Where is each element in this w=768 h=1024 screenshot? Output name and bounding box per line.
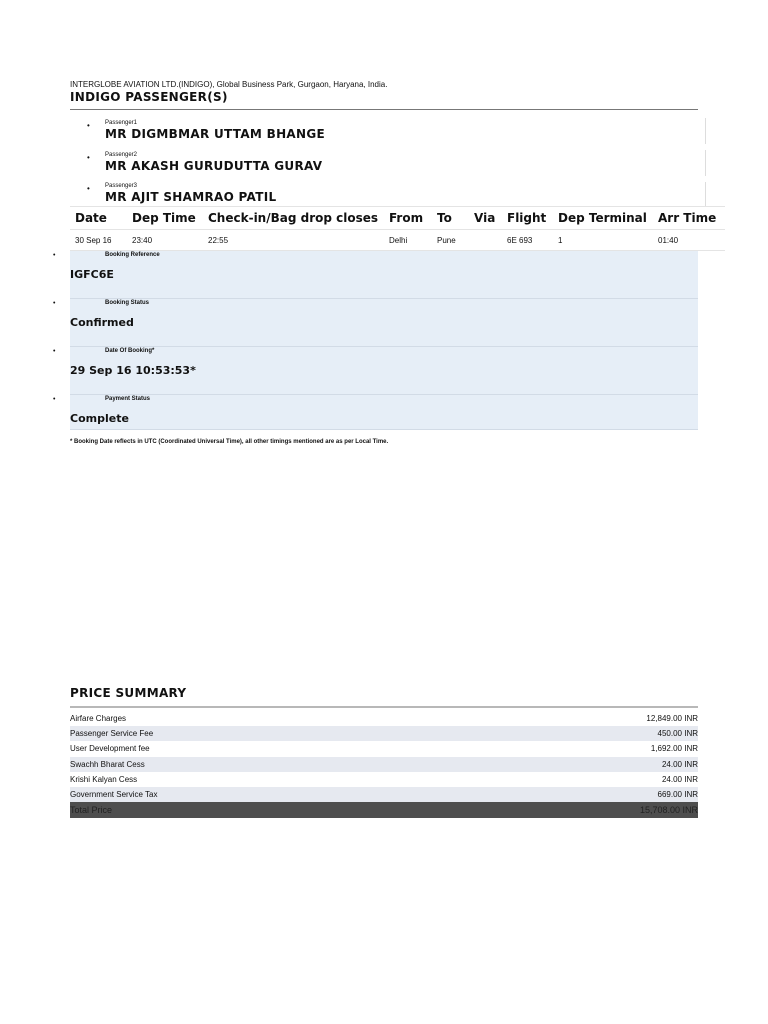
price-amount: 669.00 INR	[657, 790, 698, 799]
column-header-flight: Flight	[507, 211, 547, 225]
table-rule	[70, 206, 725, 207]
passenger-name: MR AKASH GURUDUTTA GURAV	[105, 159, 323, 173]
bullet: •	[53, 300, 56, 307]
bullet: •	[53, 396, 56, 403]
column-divider	[705, 150, 706, 176]
booking-reference-block	[70, 251, 698, 299]
passenger-label: Passenger2	[105, 152, 138, 158]
column-header-arr-time: Arr Time	[658, 211, 717, 225]
price-amount: 1,692.00 INR	[650, 744, 698, 753]
column-header-to: To	[437, 211, 452, 225]
price-row-passenger-service-fee	[70, 726, 698, 741]
passengers-heading: INDIGO PASSENGER(S)	[70, 90, 228, 104]
price-row-krishi-kalyan-cess	[70, 772, 698, 787]
price-amount: 24.00 INR	[661, 760, 698, 769]
cell-checkin: 22:55	[208, 236, 229, 245]
price-label: Krishi Kalyan Cess	[70, 775, 138, 784]
total-price-label: Total Price	[70, 805, 113, 815]
company-address: INTERGLOBE AVIATION LTD.(INDIGO), Global Business Park, Gurgaon, Haryana, India.	[70, 80, 388, 89]
price-label: Airfare Charges	[70, 714, 127, 723]
price-row-airfare	[70, 711, 698, 726]
total-price-row	[70, 802, 698, 818]
bullet: •	[53, 252, 56, 259]
booking-status-value: Confirmed	[70, 316, 134, 329]
booking-status-label: Booking Status	[105, 300, 150, 306]
price-amount: 450.00 INR	[657, 729, 698, 738]
bullet: •	[53, 348, 56, 355]
price-row-swachh-bharat-cess	[70, 757, 698, 772]
heading-rule	[70, 109, 698, 110]
cell-from: Delhi	[389, 236, 408, 245]
cell-flight: 6E 693	[507, 236, 533, 245]
price-row-government-service-tax	[70, 787, 698, 802]
column-header-date: Date	[75, 211, 107, 225]
cell-to: Pune	[437, 236, 456, 245]
price-amount: 24.00 INR	[661, 775, 698, 784]
price-label: Swachh Bharat Cess	[70, 760, 145, 769]
passenger-label: Passenger3	[105, 183, 138, 189]
utc-footnote: * Booking Date reflects in UTC (Coordinated Universal Time), all other timings mentioned are as per Local Time.	[70, 439, 389, 445]
price-summary-title: PRICE SUMMARY	[70, 686, 187, 700]
cell-arr-time: 01:40	[658, 236, 679, 245]
column-header-checkin: Check-in/Bag drop closes	[208, 211, 379, 225]
cell-dep-time: 23:40	[132, 236, 153, 245]
passenger-label: Passenger1	[105, 120, 138, 126]
price-label: User Development fee	[70, 744, 150, 753]
bullet: •	[87, 121, 90, 130]
payment-status-label: Payment Status	[105, 396, 151, 402]
price-summary-rule	[70, 706, 698, 708]
booking-reference-value: IGFC6E	[70, 268, 114, 281]
table-rule	[70, 229, 725, 230]
bullet: •	[87, 184, 90, 193]
total-price-amount: 15,708.00 INR	[639, 805, 698, 815]
price-label: Passenger Service Fee	[70, 729, 154, 738]
column-header-dep-terminal: Dep Terminal	[558, 211, 647, 225]
bullet: •	[87, 153, 90, 162]
column-header-from: From	[389, 211, 424, 225]
cell-date: 30 Sep 16	[75, 236, 112, 245]
price-row-user-development-fee	[70, 741, 698, 756]
booking-reference-label: Booking Reference	[105, 252, 160, 258]
payment-status-value: Complete	[70, 412, 129, 425]
passenger-name: MR AJIT SHAMRAO PATIL	[105, 190, 277, 204]
price-amount: 12,849.00 INR	[646, 714, 698, 723]
booking-date-label: Date Of Booking*	[105, 348, 155, 354]
passenger-name: MR DIGMBMAR UTTAM BHANGE	[105, 127, 326, 141]
column-header-dep-time: Dep Time	[132, 211, 196, 225]
booking-date-value: 29 Sep 16 10:53:53*	[70, 364, 196, 377]
payment-status-block	[70, 395, 698, 430]
column-header-via: Via	[474, 211, 496, 225]
column-divider	[705, 182, 706, 206]
cell-dep-terminal: 1	[558, 236, 563, 245]
price-label: Government Service Tax	[70, 790, 158, 799]
column-divider	[705, 118, 706, 144]
booking-status-block	[70, 299, 698, 347]
